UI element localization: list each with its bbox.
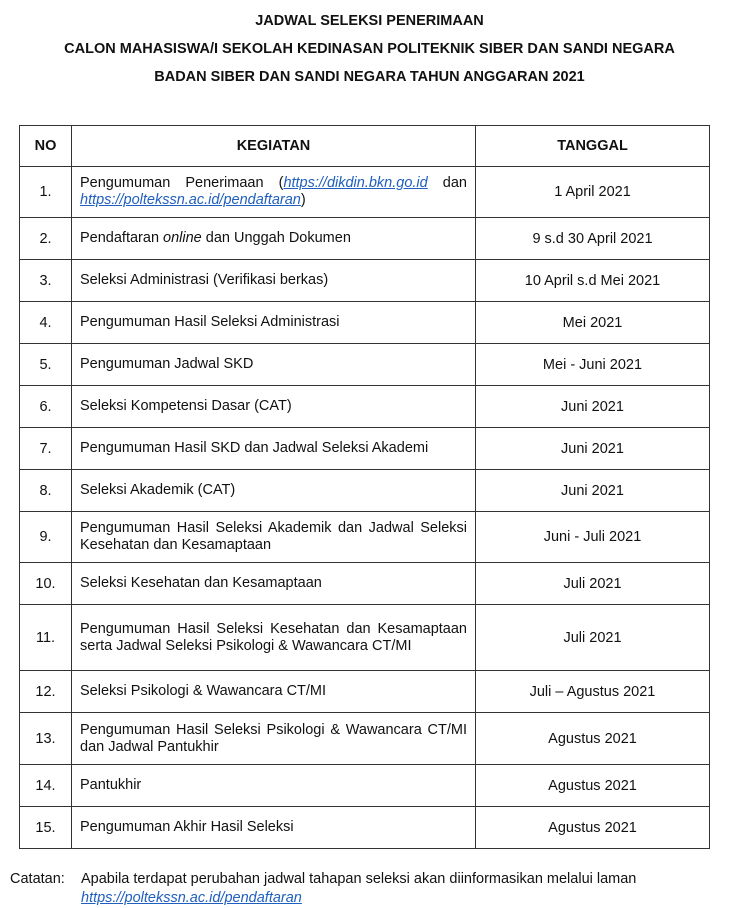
note-label: Catatan:: [10, 871, 65, 887]
header-no: NO: [20, 126, 72, 167]
row-activity: [72, 218, 476, 260]
row-date: 9 s.d 30 April 2021: [476, 218, 710, 260]
row-no: 12.: [20, 671, 72, 713]
note-text: Apabila terdapat perubahan jadwal tahapan seleksi akan diinformasikan melalui laman: [81, 871, 637, 887]
row-activity: Pantukhir: [72, 765, 476, 807]
table-row: [20, 470, 710, 512]
row-activity: Pengumuman Hasil Seleksi Administrasi: [72, 302, 476, 344]
schedule-table: [19, 125, 710, 849]
row-no: 2.: [20, 218, 72, 260]
row-activity: Seleksi Kesehatan dan Kesamaptaan: [72, 563, 476, 605]
table-row: [20, 218, 710, 260]
row-activity: Seleksi Psikologi & Wawancara CT/MI: [72, 671, 476, 713]
header-kegiatan: KEGIATAN: [72, 126, 476, 167]
table-row: [20, 605, 710, 671]
row-no: 5.: [20, 344, 72, 386]
row-no: 7.: [20, 428, 72, 470]
row-activity: Pengumuman Jadwal SKD: [72, 344, 476, 386]
row-date: Juni 2021: [476, 470, 710, 512]
title-line-2: CALON MAHASISWA/I SEKOLAH KEDINASAN POLITEKNIK SIBER DAN SANDI NEGARA: [64, 41, 675, 57]
table-row: [20, 563, 710, 605]
note-link[interactable]: https://poltekssn.ac.id/pendaftaran: [81, 890, 302, 906]
row-date: Mei 2021: [476, 302, 710, 344]
row-no: 14.: [20, 765, 72, 807]
row-activity: Seleksi Akademik (CAT): [72, 470, 476, 512]
row-date: Agustus 2021: [476, 765, 710, 807]
activity-text: Pengumuman Penerimaan (: [80, 175, 284, 191]
table-row: [20, 302, 710, 344]
title-line-3: BADAN SIBER DAN SANDI NEGARA TAHUN ANGGARAN 2021: [154, 69, 585, 85]
table-row: [20, 260, 710, 302]
row-date: Agustus 2021: [476, 713, 710, 765]
row-activity: Pengumuman Akhir Hasil Seleksi: [72, 807, 476, 849]
activity-text: Pendaftaran: [80, 230, 164, 246]
row-no: 3.: [20, 260, 72, 302]
row-activity: Pengumuman Hasil Seleksi Akademik dan Jadwal Seleksi Kesehatan dan Kesamaptaan: [72, 512, 476, 563]
row-date: Juni - Juli 2021: [476, 512, 710, 563]
row-activity: [72, 167, 476, 218]
activity-italic: online: [163, 230, 202, 246]
table-header-row: [20, 126, 710, 167]
row-activity: Seleksi Kompetensi Dasar (CAT): [72, 386, 476, 428]
row-no: 8.: [20, 470, 72, 512]
row-activity: Pengumuman Hasil Seleksi Psikologi & Wawancara CT/MI dan Jadwal Pantukhir: [72, 713, 476, 765]
row-no: 6.: [20, 386, 72, 428]
table-row: [20, 713, 710, 765]
table-row: [20, 671, 710, 713]
row-date: Juli 2021: [476, 563, 710, 605]
row-date: 1 April 2021: [476, 167, 710, 218]
header-tanggal: TANGGAL: [476, 126, 710, 167]
row-no: 4.: [20, 302, 72, 344]
title-line-1: JADWAL SELEKSI PENERIMAAN: [255, 13, 484, 29]
table-row: [20, 386, 710, 428]
activity-text: ): [300, 192, 306, 208]
row-activity: Pengumuman Hasil SKD dan Jadwal Seleksi Akademi: [72, 428, 476, 470]
link-dikdin[interactable]: https://dikdin.bkn.go.id: [283, 175, 428, 191]
table-row: [20, 807, 710, 849]
link-poltekssn[interactable]: https://poltekssn.ac.id/pendaftaran: [80, 192, 301, 208]
note: [10, 870, 637, 906]
activity-text: dan Unggah Dokumen: [201, 230, 351, 246]
activity-text: dan: [427, 175, 467, 191]
row-no: 11.: [20, 605, 72, 671]
table-row: [20, 512, 710, 563]
row-date: Mei - Juni 2021: [476, 344, 710, 386]
row-date: Agustus 2021: [476, 807, 710, 849]
table-row: [20, 428, 710, 470]
row-activity: Pengumuman Hasil Seleksi Kesehatan dan Kesamaptaan serta Jadwal Seleksi Psikologi & Wawancara CT/MI: [72, 605, 476, 671]
row-no: 15.: [20, 807, 72, 849]
row-no: 10.: [20, 563, 72, 605]
row-no: 13.: [20, 713, 72, 765]
table-row: [20, 765, 710, 807]
table-row: [20, 344, 710, 386]
row-date: Juli 2021: [476, 605, 710, 671]
row-date: Juni 2021: [476, 428, 710, 470]
row-no: 1.: [20, 167, 72, 218]
row-date: Juli – Agustus 2021: [476, 671, 710, 713]
row-no: 9.: [20, 512, 72, 563]
table-row: [20, 167, 710, 218]
row-date: 10 April s.d Mei 2021: [476, 260, 710, 302]
row-date: Juni 2021: [476, 386, 710, 428]
row-activity: Seleksi Administrasi (Verifikasi berkas): [72, 260, 476, 302]
